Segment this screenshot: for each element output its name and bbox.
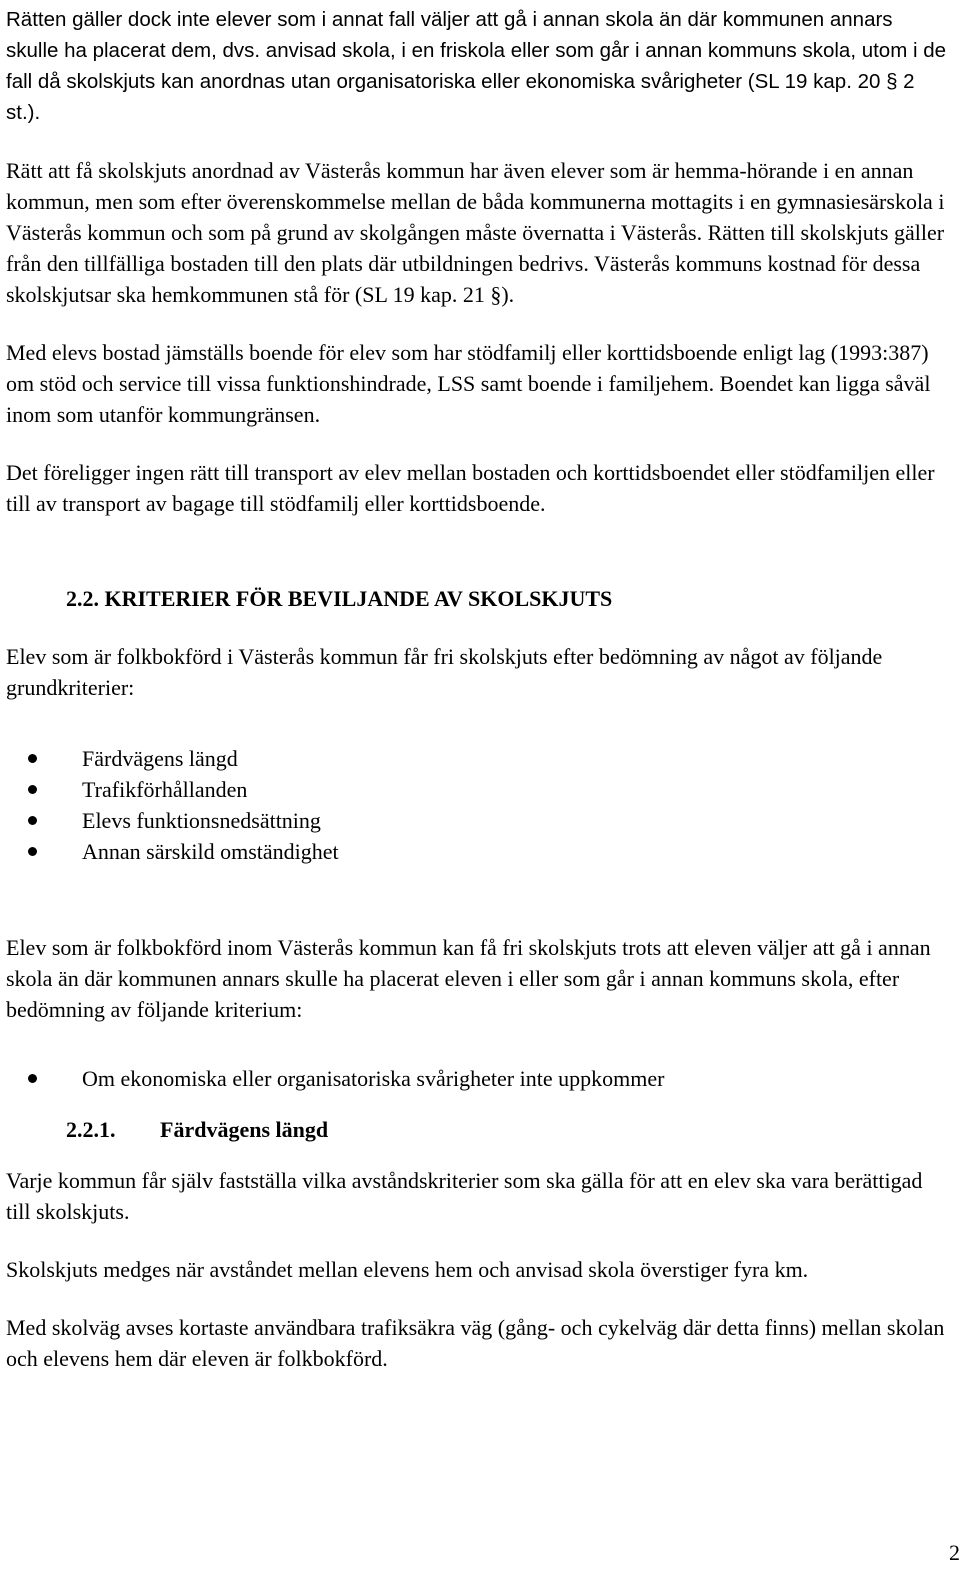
page-number: 2	[949, 1540, 960, 1565]
subsection-heading	[66, 1114, 950, 1145]
bullet-icon	[28, 754, 37, 763]
paragraph-other-municipality-students: Rätt att få skolskjuts anordnad av Västerås kommun har även elever som är hemma-hörande i en annan kommun, men som efter överenskommelse mellan de båda kommunerna mottagits i en gymnasiesärskola i Västerås kommun och som på grund av skolgången måste övernatta i Västerås. Rätten till skolskjuts gäller från den tillfälliga bostaden till den plats där utbildningen bedrivs. Västerås kommuns kostnad för dessa skolskjutsar ska hemkommunen stå för (SL 19 kap. 21 §).	[6, 158, 945, 307]
subsection-title: Färdvägens längd	[160, 1117, 329, 1142]
bullet-icon	[28, 785, 37, 794]
section-number: 2.2.	[66, 586, 99, 611]
document-page	[6, 4, 950, 1374]
paragraph-distance-limit: Skolskjuts medges när avståndet mellan elevens hem och anvisad skola överstiger fyra km.	[6, 1257, 809, 1282]
criteria-list	[6, 743, 950, 867]
paragraph-distance-criteria: Varje kommun får själv fastställa vilka avståndskriterier som ska gälla för att en elev ska vara berättigad till skolskjuts.	[6, 1168, 923, 1224]
list-item: Elevs funktionsnedsättning	[6, 805, 950, 836]
list-item: Annan särskild omständighet	[6, 836, 950, 867]
list-item: Om ekonomiska eller organisatoriska svårigheter inte uppkommer	[6, 1063, 950, 1094]
paragraph-housing-equivalence: Med elevs bostad jämställs boende för elev som har stödfamilj eller korttidsboende enligt lag (1993:387) om stöd och service till vissa funktionshindrade, LSS samt boende i familjehem. Boendet kan ligga såväl inom som utanför kommungränsen.	[6, 340, 931, 427]
other-criteria-list	[6, 1063, 950, 1094]
paragraph-school-choice-exception: Rätten gäller dock inte elever som i annat fall väljer att gå i annan skola än där kommunen annars skulle ha placerat dem, dvs. anvisad skola, i en friskola eller som går i annan kommuns skola, utom i de fall då skolskjuts kan anordnas utan organisatoriska eller ekonomiska svårigheter (SL 19 kap. 20 § 2 st.).	[6, 8, 947, 124]
bullet-icon	[28, 1074, 37, 1083]
section-heading	[66, 583, 950, 614]
paragraph-basic-criteria-intro: Elev som är folkbokförd i Västerås kommun får fri skolskjuts efter bedömning av något av följande grundkriterier:	[6, 644, 883, 700]
list-item: Trafikförhållanden	[6, 774, 950, 805]
subsection-number: 2.2.1.	[66, 1117, 116, 1142]
paragraph-no-transport-right: Det föreligger ingen rätt till transport av elev mellan bostaden och korttidsboendet eller stödfamiljen eller till av transport av bagage till stödfamilj eller korttidsboende.	[6, 460, 935, 516]
list-item: Färdvägens längd	[6, 743, 950, 774]
bullet-icon	[28, 847, 37, 856]
paragraph-school-route-definition: Med skolväg avses kortaste användbara trafiksäkra väg (gång- och cykelväg där detta finns) mellan skolan och elevens hem där eleven är folkbokförd.	[6, 1315, 945, 1371]
paragraph-other-school-criterion-intro: Elev som är folkbokförd inom Västerås kommun kan få fri skolskjuts trots att eleven väljer att gå i annan skola än där kommunen annars skulle ha placerat eleven i eller som går i annan kommuns skola, efter bedömning av följande kriterium:	[6, 935, 931, 1022]
bullet-icon	[28, 816, 37, 825]
section-title: KRITERIER FÖR BEVILJANDE AV SKOLSKJUTS	[104, 586, 613, 611]
